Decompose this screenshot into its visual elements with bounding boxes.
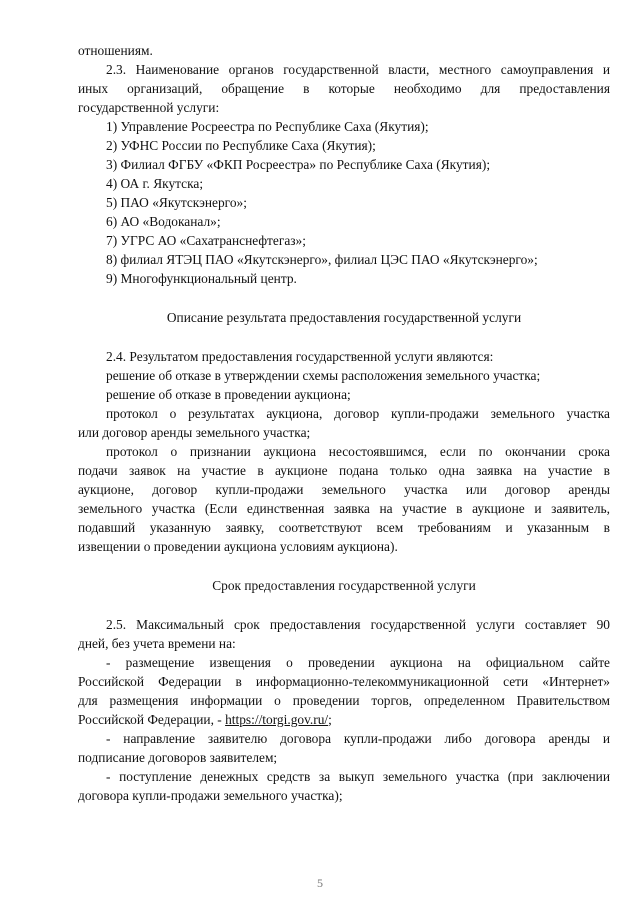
list-item: 5) ПАО «Якутскэнерго»; [106, 195, 247, 210]
result-item: подавший указанную заявку, соответствуют всем требованиям и указанным в [78, 520, 610, 535]
term-item-text: Российской Федерации, - [78, 712, 226, 727]
term-item [78, 710, 610, 729]
list-item: 9) Многофункциональный центр. [106, 271, 297, 286]
section-2-4-line: 2.4. Результатом предоставления государственной услуги являются: [106, 349, 494, 364]
result-item: решение об отказе в утверждении схемы расположения земельного участка; [106, 368, 541, 383]
result-item: или договор аренды земельного участка; [78, 425, 311, 440]
result-item: извещении о проведении аукциона условиям аукциона). [78, 539, 398, 554]
result-item: протокол о результатах аукциона, договор купли-продажи земельного участка [106, 406, 610, 421]
page-number: 5 [317, 876, 323, 890]
section-2-3-line: государственной услуги: [78, 100, 220, 115]
list-item: 2) УФНС России по Республике Саха (Якутия); [106, 138, 376, 153]
result-item: протокол о признании аукциона несостоявшимся, если по окончании срока [106, 444, 610, 459]
section-2-3-line: иных организаций, обращение в которые необходимо для предоставления [78, 81, 610, 96]
term-item: Российской Федерации в информационно-телекоммуникационной сети «Интернет» [78, 674, 610, 689]
term-item-text: ; [328, 712, 332, 727]
term-item: договора купли-продажи земельного участка); [78, 788, 343, 803]
result-item: подачи заявок на участие в аукционе подана только одна заявка на участие в [78, 463, 610, 478]
text-line: отношениям. [78, 43, 153, 58]
list-item: 3) Филиал ФГБУ «ФКП Росреестра» по Республике Саха (Якутия); [106, 157, 491, 172]
result-item: земельного участка (Если единственная заявка на участие в аукционе и заявитель, [78, 501, 610, 516]
term-item: подписание договоров заявителем; [78, 750, 278, 765]
result-item: решение об отказе в проведении аукциона; [106, 387, 351, 402]
list-item: 7) УГРС АО «Сахатранснефтегаз»; [106, 233, 306, 248]
term-item: - поступление денежных средств за выкуп земельного участка (при заключении [106, 769, 610, 784]
term-item: - размещение извещения о проведении аукциона на официальном сайте [106, 655, 610, 670]
list-item: 8) филиал ЯТЭЦ ПАО «Якутскэнерго», филиал ЦЭС ПАО «Якутскэнерго»; [106, 252, 538, 267]
section-2-3-line: 2.3. Наименование органов государственной власти, местного самоуправления и [106, 62, 610, 77]
section-heading-result: Описание результата предоставления государственной услуги [166, 310, 522, 325]
section-2-5-line: дней, без учета времени на: [78, 636, 236, 651]
list-item: 6) АО «Водоканал»; [106, 214, 221, 229]
section-heading-term: Срок предоставления государственной услуги [212, 578, 476, 593]
term-item: - направление заявителю договора купли-продажи либо договора аренды и [106, 731, 610, 746]
term-item: для размещения информации о проведении торгов, определенном Правительством [78, 693, 610, 708]
result-item: аукционе, договор купли-продажи земельного участка или договор аренды [78, 482, 610, 497]
torgi-link[interactable]: https://torgi.gov.ru/ [225, 712, 329, 727]
list-item: 4) ОА г. Якутска; [106, 176, 204, 191]
section-2-5-line: 2.5. Максимальный срок предоставления государственной услуги составляет 90 [106, 617, 610, 632]
list-item: 1) Управление Росреестра по Республике Саха (Якутия); [106, 119, 429, 134]
